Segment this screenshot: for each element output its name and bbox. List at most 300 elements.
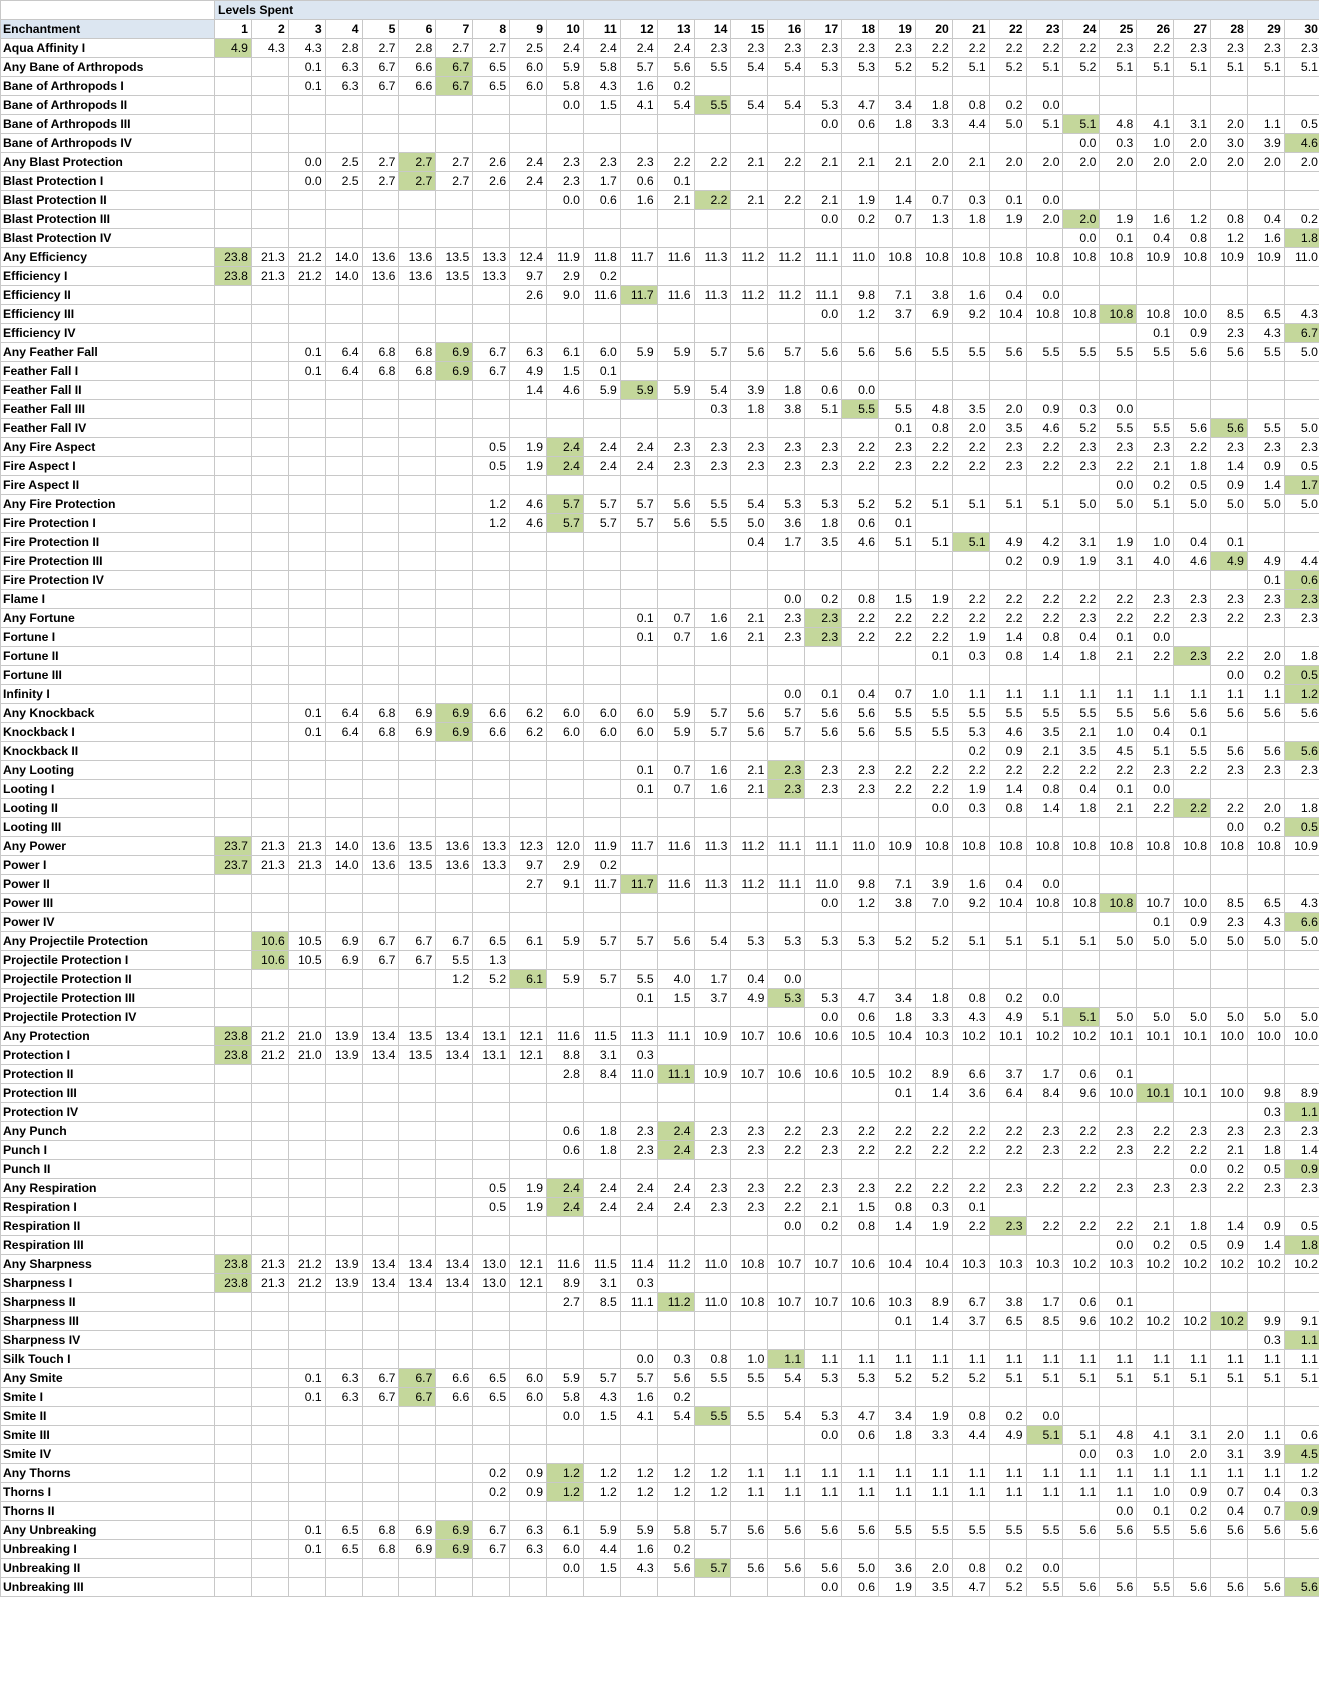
empty-cell [399,438,436,457]
value-cell: 0.1 [1137,1502,1174,1521]
empty-cell [251,1559,288,1578]
empty-cell [731,324,768,343]
empty-cell [657,590,694,609]
empty-cell [251,989,288,1008]
empty-cell [1137,1388,1174,1407]
empty-cell [1026,818,1063,837]
value-cell: 0.5 [473,457,510,476]
value-cell: 2.2 [1026,438,1063,457]
empty-cell [473,229,510,248]
enchantment-name-cell: Unbreaking I [1,1540,215,1559]
empty-cell [583,1578,620,1597]
empty-cell [694,818,731,837]
value-cell: 1.2 [1284,1464,1319,1483]
value-cell: 2.7 [547,1293,584,1312]
table-row [1,609,1319,628]
empty-cell [879,1236,916,1255]
empty-cell [952,1274,989,1293]
empty-cell [215,305,252,324]
value-cell: 5.9 [583,1521,620,1540]
enchantment-name-cell: Fire Protection II [1,533,215,552]
empty-cell [805,666,842,685]
empty-cell [510,1445,547,1464]
empty-cell [510,1331,547,1350]
value-cell: 1.8 [1174,1217,1211,1236]
value-cell: 13.4 [362,1027,399,1046]
empty-cell [473,818,510,837]
value-cell: 1.1 [1100,685,1137,704]
empty-cell [694,894,731,913]
value-cell: 6.0 [620,723,657,742]
value-cell: 2.7 [510,875,547,894]
empty-cell [879,267,916,286]
level-column-header: 11 [583,20,620,39]
value-cell: 2.1 [805,1198,842,1217]
value-cell: 3.1 [1063,533,1100,552]
enchantment-name-cell: Power I [1,856,215,875]
value-cell: 2.8 [399,39,436,58]
value-cell: 10.2 [1063,1027,1100,1046]
empty-cell [1284,780,1319,799]
value-cell: 5.3 [805,58,842,77]
empty-cell [547,115,584,134]
empty-cell [288,1103,325,1122]
value-cell: 10.8 [1063,837,1100,856]
empty-cell [583,685,620,704]
empty-cell [1100,875,1137,894]
value-cell: 14.0 [325,267,362,286]
empty-cell [1026,267,1063,286]
empty-cell [1247,1540,1284,1559]
empty-cell [436,96,473,115]
value-cell: 0.8 [915,419,952,438]
empty-cell [473,894,510,913]
value-cell: 2.2 [879,1122,916,1141]
value-cell: 0.1 [952,1198,989,1217]
value-cell: 0.5 [1284,115,1319,134]
empty-cell [362,305,399,324]
value-cell: 5.2 [915,58,952,77]
value-cell: 2.2 [952,1179,989,1198]
value-cell: 0.5 [1247,1160,1284,1179]
value-cell: 11.4 [620,1255,657,1274]
empty-cell [731,818,768,837]
value-cell: 11.1 [805,286,842,305]
empty-cell [805,951,842,970]
value-cell: 5.6 [842,1521,879,1540]
value-cell: 5.0 [1100,495,1137,514]
level-column-header: 30 [1284,20,1319,39]
empty-cell [1174,362,1211,381]
empty-cell [1100,970,1137,989]
empty-cell [694,1236,731,1255]
value-cell: 5.1 [1211,58,1248,77]
value-cell: 11.1 [657,1027,694,1046]
table-row [1,1502,1319,1521]
value-cell: 10.2 [1211,1255,1248,1274]
value-cell: 8.5 [1211,305,1248,324]
value-cell: 6.8 [362,704,399,723]
empty-cell [915,818,952,837]
empty-cell [731,742,768,761]
empty-cell [768,1540,805,1559]
highlighted-value-cell: 6.9 [436,1521,473,1540]
empty-cell [251,457,288,476]
value-cell: 0.2 [952,742,989,761]
empty-cell [510,951,547,970]
value-cell: 5.7 [694,723,731,742]
empty-cell [694,419,731,438]
empty-cell [1247,970,1284,989]
value-cell: 1.5 [583,1559,620,1578]
value-cell: 13.5 [399,1046,436,1065]
value-cell: 5.5 [1137,1578,1174,1597]
empty-cell [251,533,288,552]
empty-cell [288,1502,325,1521]
empty-cell [215,1312,252,1331]
value-cell: 1.9 [879,1578,916,1597]
enchantment-name-cell: Any Fire Aspect [1,438,215,457]
empty-cell [362,894,399,913]
empty-cell [694,1217,731,1236]
highlighted-value-cell: 23.7 [215,837,252,856]
empty-cell [436,1578,473,1597]
empty-cell [1284,1559,1319,1578]
value-cell: 2.1 [1211,1141,1248,1160]
empty-cell [399,590,436,609]
empty-cell [694,1160,731,1179]
table-row [1,552,1319,571]
empty-cell [842,476,879,495]
empty-cell [657,1236,694,1255]
value-cell: 14.0 [325,837,362,856]
empty-cell [694,1540,731,1559]
highlighted-value-cell: 23.8 [215,1255,252,1274]
empty-cell [436,1426,473,1445]
empty-cell [510,419,547,438]
empty-cell [215,1198,252,1217]
empty-cell [768,172,805,191]
enchantment-name-cell: Sharpness II [1,1293,215,1312]
empty-cell [952,514,989,533]
level-column-header: 15 [731,20,768,39]
empty-cell [620,571,657,590]
empty-cell [1211,970,1248,989]
value-cell: 6.7 [473,1521,510,1540]
empty-cell [1174,1407,1211,1426]
empty-cell [583,305,620,324]
empty-cell [473,799,510,818]
empty-cell [620,210,657,229]
value-cell: 5.8 [583,58,620,77]
empty-cell [473,628,510,647]
empty-cell [473,1445,510,1464]
value-cell: 0.8 [842,590,879,609]
levels-spent-header: Levels Spent [215,1,1319,20]
highlighted-value-cell: 11.7 [620,286,657,305]
empty-cell [1026,913,1063,932]
value-cell: 5.3 [805,989,842,1008]
value-cell: 3.5 [915,1578,952,1597]
empty-cell [1211,1046,1248,1065]
empty-cell [251,153,288,172]
empty-cell [325,647,362,666]
empty-cell [436,1160,473,1179]
value-cell: 9.8 [842,875,879,894]
empty-cell [399,1426,436,1445]
empty-cell [731,666,768,685]
value-cell: 1.6 [952,875,989,894]
empty-cell [362,913,399,932]
value-cell: 5.1 [989,495,1026,514]
table-row [1,780,1319,799]
empty-cell [215,761,252,780]
empty-cell [251,115,288,134]
value-cell: 6.7 [362,58,399,77]
enchantment-name-cell: Sharpness III [1,1312,215,1331]
value-cell: 4.6 [1174,552,1211,571]
empty-cell [915,1331,952,1350]
empty-cell [583,552,620,571]
level-column-header: 19 [879,20,916,39]
enchantment-name-cell: Bane of Arthropods III [1,115,215,134]
empty-cell [436,609,473,628]
empty-cell [399,780,436,799]
empty-cell [1100,989,1137,1008]
value-cell: 0.5 [1174,476,1211,495]
empty-cell [768,1103,805,1122]
empty-cell [952,970,989,989]
value-cell: 2.3 [1174,1122,1211,1141]
empty-cell [694,267,731,286]
value-cell: 6.7 [362,1388,399,1407]
value-cell: 2.2 [842,609,879,628]
table-row [1,1464,1319,1483]
empty-cell [473,666,510,685]
empty-cell [694,552,731,571]
empty-cell [1284,533,1319,552]
empty-cell [325,590,362,609]
value-cell: 2.3 [1063,438,1100,457]
value-cell: 5.5 [1026,704,1063,723]
empty-cell [768,666,805,685]
value-cell: 1.1 [805,1350,842,1369]
table-row [1,1198,1319,1217]
table-row [1,875,1319,894]
value-cell: 0.9 [1211,476,1248,495]
empty-cell [842,799,879,818]
empty-cell [251,1122,288,1141]
value-cell: 2.3 [805,1179,842,1198]
value-cell: 2.3 [1137,438,1174,457]
value-cell: 12.3 [510,837,547,856]
empty-cell [251,628,288,647]
empty-cell [1211,875,1248,894]
value-cell: 10.8 [989,837,1026,856]
value-cell: 1.9 [952,780,989,799]
value-cell: 2.2 [1026,590,1063,609]
value-cell: 11.6 [657,248,694,267]
empty-cell [620,115,657,134]
empty-cell [362,1464,399,1483]
value-cell: 11.5 [583,1027,620,1046]
value-cell: 1.2 [694,1464,731,1483]
value-cell: 2.2 [1063,1179,1100,1198]
level-column-header: 17 [805,20,842,39]
value-cell: 3.9 [1247,1445,1284,1464]
empty-cell [251,1293,288,1312]
empty-cell [288,799,325,818]
value-cell: 6.7 [362,932,399,951]
value-cell: 2.0 [989,400,1026,419]
table-row [1,1388,1319,1407]
empty-cell [473,590,510,609]
value-cell: 1.1 [952,1483,989,1502]
value-cell: 4.4 [583,1540,620,1559]
highlighted-value-cell: 23.8 [215,1027,252,1046]
empty-cell [1100,913,1137,932]
empty-cell [362,1065,399,1084]
value-cell: 4.7 [842,1407,879,1426]
empty-cell [805,1236,842,1255]
empty-cell [768,1046,805,1065]
value-cell: 6.0 [583,704,620,723]
value-cell: 1.1 [768,1483,805,1502]
value-cell: 13.3 [473,248,510,267]
enchantment-name-cell: Blast Protection IV [1,229,215,248]
value-cell: 4.2 [1026,533,1063,552]
value-cell: 0.0 [1026,875,1063,894]
value-cell: 6.6 [436,1388,473,1407]
value-cell: 3.6 [768,514,805,533]
empty-cell [362,761,399,780]
empty-cell [731,1445,768,1464]
empty-cell [805,1103,842,1122]
value-cell: 4.5 [1100,742,1137,761]
value-cell: 2.3 [694,1122,731,1141]
value-cell: 6.5 [473,1388,510,1407]
empty-cell [915,1274,952,1293]
empty-cell [657,267,694,286]
value-cell: 1.1 [1137,1350,1174,1369]
empty-cell [362,970,399,989]
value-cell: 4.3 [620,1559,657,1578]
value-cell: 10.8 [915,837,952,856]
empty-cell [251,210,288,229]
empty-cell [915,172,952,191]
empty-cell [583,1331,620,1350]
value-cell: 1.6 [1247,229,1284,248]
empty-cell [879,381,916,400]
value-cell: 2.3 [805,438,842,457]
empty-cell [1100,1331,1137,1350]
enchantment-name-cell: Respiration II [1,1217,215,1236]
value-cell: 0.0 [768,1217,805,1236]
table-row [1,742,1319,761]
value-cell: 1.7 [768,533,805,552]
empty-cell [731,77,768,96]
value-cell: 2.2 [952,1122,989,1141]
empty-cell [547,552,584,571]
enchantment-name-cell: Feather Fall III [1,400,215,419]
value-cell: 1.1 [879,1464,916,1483]
empty-cell [915,134,952,153]
value-cell: 0.4 [989,286,1026,305]
value-cell: 1.2 [657,1483,694,1502]
value-cell: 8.9 [915,1293,952,1312]
value-cell: 2.1 [731,761,768,780]
value-cell: 9.1 [547,875,584,894]
empty-cell [768,799,805,818]
empty-cell [1247,1388,1284,1407]
value-cell: 0.4 [1063,628,1100,647]
empty-cell [436,1464,473,1483]
empty-cell [768,1008,805,1027]
level-column-header: 18 [842,20,879,39]
value-cell: 2.3 [694,1179,731,1198]
empty-cell [473,1578,510,1597]
table-row [1,989,1319,1008]
value-cell: 6.9 [399,1521,436,1540]
value-cell: 2.2 [1026,761,1063,780]
value-cell: 0.2 [989,989,1026,1008]
value-cell: 2.0 [1026,153,1063,172]
value-cell: 1.4 [989,628,1026,647]
empty-cell [547,609,584,628]
empty-cell [251,172,288,191]
value-cell: 5.5 [1063,704,1100,723]
empty-cell [1137,267,1174,286]
empty-cell [399,324,436,343]
value-cell: 5.1 [952,58,989,77]
empty-cell [325,1445,362,1464]
table-row [1,267,1319,286]
value-cell: 2.3 [1247,1122,1284,1141]
enchantment-name-cell: Efficiency II [1,286,215,305]
empty-cell [547,533,584,552]
empty-cell [657,913,694,932]
value-cell: 0.0 [805,210,842,229]
empty-cell [842,571,879,590]
empty-cell [325,96,362,115]
empty-cell [547,799,584,818]
value-cell: 4.1 [620,1407,657,1426]
empty-cell [768,1388,805,1407]
empty-cell [1063,951,1100,970]
empty-cell [473,115,510,134]
value-cell: 1.4 [1284,1141,1319,1160]
value-cell: 21.0 [288,1046,325,1065]
value-cell: 0.0 [288,172,325,191]
empty-cell [879,1445,916,1464]
empty-cell [399,818,436,837]
value-cell: 2.2 [915,761,952,780]
value-cell: 0.8 [952,1407,989,1426]
value-cell: 10.6 [805,1027,842,1046]
empty-cell [1174,1388,1211,1407]
empty-cell [1063,286,1100,305]
value-cell: 0.0 [1026,989,1063,1008]
empty-cell [805,1046,842,1065]
empty-cell [731,951,768,970]
empty-cell [1063,913,1100,932]
empty-cell [1211,951,1248,970]
empty-cell [694,913,731,932]
empty-cell [215,723,252,742]
empty-cell [1284,1065,1319,1084]
empty-cell [547,1350,584,1369]
empty-cell [399,1179,436,1198]
